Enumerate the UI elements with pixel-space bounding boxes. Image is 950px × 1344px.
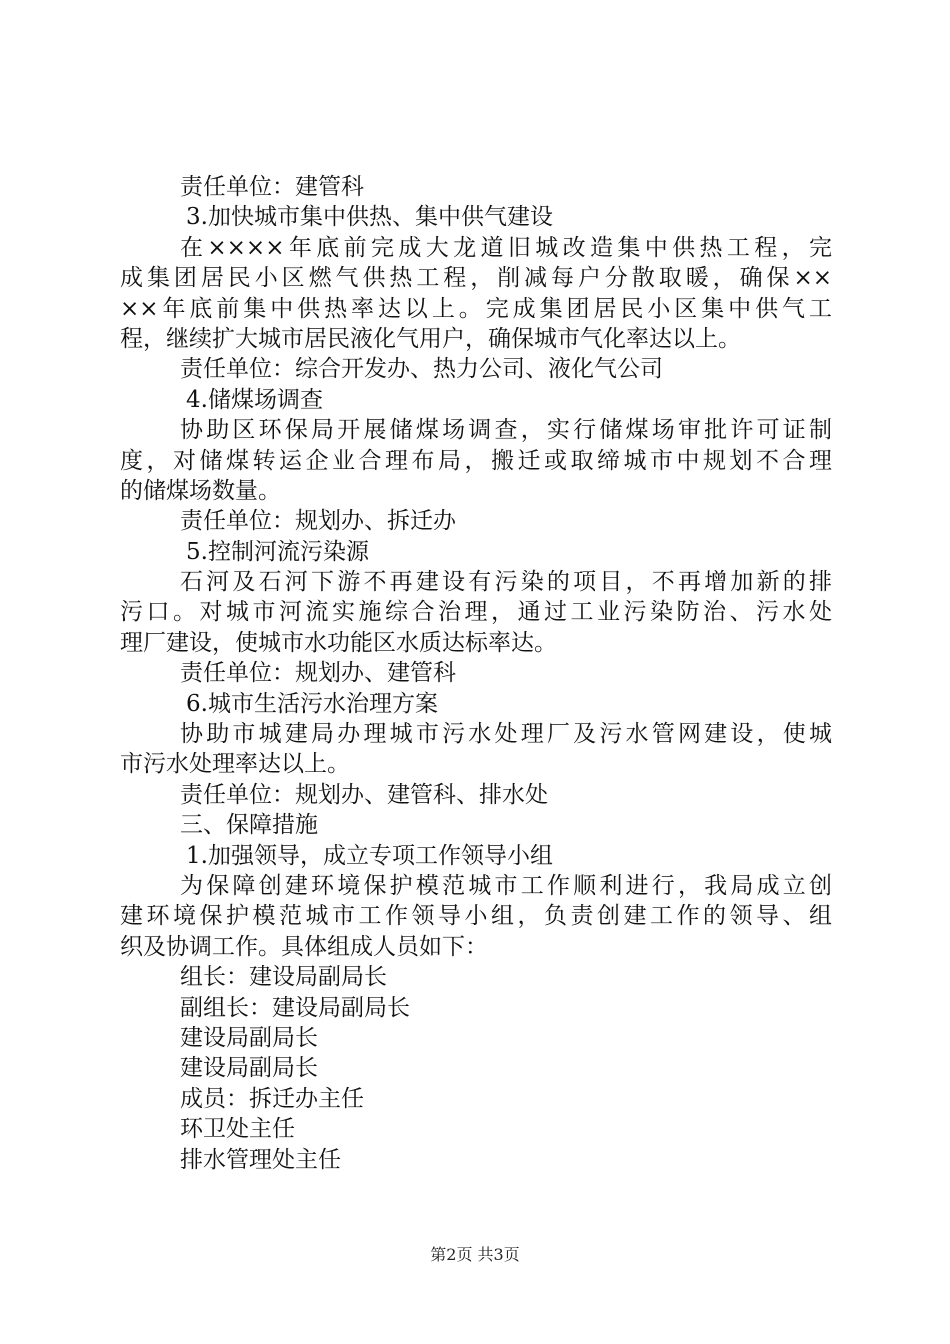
text-line-member: 排水管理处主任 — [180, 1146, 341, 1173]
text-line-paragraph: 协助区环保局开展储煤场调查，实行储煤场审批许可证制 — [180, 417, 832, 444]
page-footer: 第2页 共3页 — [430, 1245, 520, 1264]
text-line-section-heading: 4.储煤场调查 — [186, 386, 323, 413]
text-line-responsible-unit: 责任单位：规划办、拆迁办 — [180, 508, 456, 535]
text-line-section-heading: 5.控制河流污染源 — [186, 538, 369, 565]
text-line-member: 建设局副局长 — [180, 1055, 318, 1082]
text-line-member: 成员：拆迁办主任 — [180, 1085, 364, 1112]
text-line-responsible-unit: 责任单位：建管科 — [180, 174, 364, 200]
text-line-member: 组长：建设局副局长 — [180, 964, 387, 991]
text-line-responsible-unit: 责任单位：综合开发办、热力公司、液化气公司 — [180, 356, 663, 383]
text-line-section-heading: 6.城市生活污水治理方案 — [186, 690, 438, 717]
text-line-paragraph: 理厂建设，使城市水功能区水质达标率达。 — [120, 629, 557, 656]
text-line-section-heading: 1.加强领导，成立专项工作领导小组 — [186, 842, 553, 869]
text-line-paragraph: 协助市城建局办理城市污水处理厂及污水管网建设，使城 — [180, 721, 832, 748]
text-line-chapter-heading: 三、保障措施 — [180, 812, 318, 839]
text-line-member: 建设局副局长 — [180, 1024, 318, 1051]
text-line-paragraph: 污口。对城市河流实施综合治理，通过工业污染防治、污水处 — [120, 599, 832, 626]
text-line-paragraph: ××年底前集中供热率达以上。完成集团居民小区集中供气工 — [120, 295, 832, 322]
text-line-paragraph: 成集团居民小区燃气供热工程，削减每户分散取暖，确保×× — [120, 265, 832, 292]
text-line-paragraph: 在××××年底前完成大龙道旧城改造集中供热工程，完 — [180, 234, 832, 261]
text-line-member: 环卫处主任 — [180, 1116, 295, 1143]
text-line-responsible-unit: 责任单位：规划办、建管科 — [180, 660, 456, 687]
text-line-paragraph: 的储煤场数量。 — [120, 477, 281, 504]
text-line-paragraph: 程，继续扩大城市居民液化气用户，确保城市气化率达以上。 — [120, 325, 741, 352]
text-line-paragraph: 石河及石河下游不再建设有污染的项目，不再增加新的排 — [180, 569, 832, 596]
text-line-paragraph: 织及协调工作。具体组成人员如下： — [120, 933, 488, 960]
text-line-responsible-unit: 责任单位：规划办、建管科、排水处 — [180, 781, 548, 808]
text-line-paragraph: 市污水处理率达以上。 — [120, 751, 350, 778]
text-line-section-heading: 3.加快城市集中供热、集中供气建设 — [186, 204, 553, 231]
text-line-member: 副组长：建设局副局长 — [180, 994, 410, 1021]
text-line-paragraph: 为保障创建环境保护模范城市工作顺利进行，我局成立创 — [180, 872, 832, 899]
document-body — [120, 172, 832, 1175]
text-line-paragraph: 度，对储煤转运企业合理布局，搬迁或取缔城市中规划不合理 — [120, 447, 832, 474]
text-line-paragraph: 建环境保护模范城市工作领导小组，负责创建工作的领导、组 — [120, 903, 832, 930]
